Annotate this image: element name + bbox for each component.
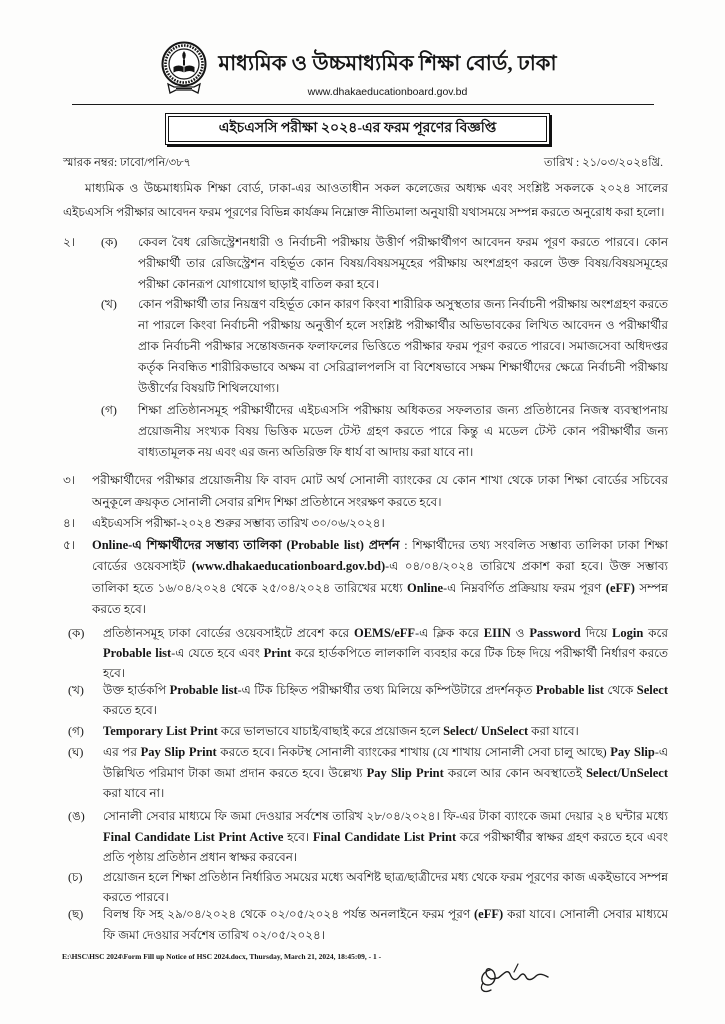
sub-item-label: (চ) bbox=[68, 870, 83, 884]
text-run: Login bbox=[612, 626, 644, 640]
text-run: করে হার্ডকপিতে লালকালি ব্যবহার করে টিক চিহ্ন দিয়ে পরীক্ষার্থী নির্ধারণ করতে হবে। bbox=[103, 646, 668, 680]
notice-title: এইচএসসি পরীক্ষা ২০২৪-এর ফরম পূরণের বিজ্ঞপ্তি bbox=[168, 116, 547, 142]
text-run: : শিক্ষার্থীদের তথ্য সংবলিত সম্ভাব্য তালিকা ঢাকা শিক্ষা বোর্ডের ওয়েবসাইট bbox=[92, 538, 668, 574]
text-run: Online bbox=[406, 580, 444, 595]
text-run: Final Candidate List Print Active bbox=[103, 829, 284, 844]
sub-item-label: (খ) bbox=[101, 297, 117, 311]
sub-item-text: শিক্ষা প্রতিষ্ঠানসমূহ পরীক্ষার্থীদের এইচএসসি পরীক্ষায় অধিকতর সফলতার জন্য প্রতিষ্ঠানের নিজস্ব ব্যবস্থাপনায় প্রয়োজনীয় সংখ্যক বিষয় ভিত্তিক মডেল টেস্ট গ্রহণ করতে পারে কিন্তু এ মডেল টেস্ট কোন পরীক্ষার্থীর জন্য বাধ্যতামূলক নয় এবং এর জন্য অতিরিক্ত ফি ধার্য বা আদায় করা যাবে না। bbox=[138, 403, 668, 459]
item-number: ৪। bbox=[63, 516, 76, 530]
text-run: -এ টিক চিহ্নিত পরীক্ষার্থীর তথ্য মিলিয়ে কম্পিউটারে প্রদর্শনকৃত bbox=[237, 683, 536, 697]
footer-file-info: E:\HSC\HSC 2024\Form Fill up Notice of HSC 2024.docx, Thursday, March 21, 2024, 18:45:09, - 1 - bbox=[62, 952, 382, 961]
text-run: (www.dhakaeducationboard.gov.bd) bbox=[191, 559, 386, 574]
board-website: www.dhakaeducationboard.gov.bd bbox=[307, 86, 468, 98]
text-run: বিলম্ব ফি সহ ২৯/০৪/২০২৪ থেকে ০২/০৫/২০২৪ পর্যন্ত অনলাইনে ফরম পূরণ bbox=[103, 907, 475, 921]
text-run: -এ যেতে হবে এবং bbox=[171, 646, 264, 660]
text-run: করা যাবে। bbox=[528, 724, 579, 738]
text-run: করে ভালভাবে যাচাই/বাছাই করে প্রয়োজন হলে bbox=[217, 724, 444, 738]
text-run: Select/UnSelect bbox=[586, 765, 668, 780]
text-run: OEMS/eFF bbox=[353, 626, 416, 640]
text-run: Select/ UnSelect bbox=[443, 724, 529, 738]
sub-item-text bbox=[103, 623, 668, 683]
text-run: Probable list bbox=[535, 683, 604, 697]
sub-item-text bbox=[103, 904, 668, 946]
text-run: -এ নিম্নবর্ণিত প্রক্রিয়ায় ফরম পূরণ bbox=[443, 580, 606, 595]
text-run: থেকে bbox=[603, 683, 637, 697]
notice-title-box bbox=[165, 113, 550, 145]
sub-item-label: (গ) bbox=[101, 403, 117, 417]
text-run: Pay Slip bbox=[610, 745, 655, 759]
sub-item-text: কেবল বৈধ রেজিস্ট্রেশনধারী ও নির্বাচনী পরীক্ষায় উত্তীর্ণ পরীক্ষার্থীগণ আবেদন ফরম পূরণ করতে পারবে। কোন পরীক্ষার্থী তার রেজিস্ট্রেশন বহির্ভূত কোন বিষয়/বিষয়সমূহের পরীক্ষায় অংশগ্রহণ করলে উক্ত বিষয়/বিষয়সমূহের পরীক্ষা কোনরূপ যোগাযোগ ছাড়াই বাতিল করা হবে। bbox=[138, 235, 668, 291]
text-run: করা যাবে। সোনালী সেবার মাধ্যমে ফি জমা দেওয়ার সর্বশেষ তারিখ ০২/০৫/২০২৪। bbox=[103, 907, 668, 942]
text-run: EIIN bbox=[483, 626, 511, 640]
text-run: -এ ক্লিক করে bbox=[415, 626, 484, 640]
text-run: প্রতিষ্ঠানসমূহ ঢাকা বোর্ডের ওয়েবসাইটে প্রবেশ করে bbox=[103, 626, 354, 640]
text-run: প্রয়োজন হলে শিক্ষা প্রতিষ্ঠান নির্ধারিত সময়ের মধ্যে অবশিষ্ট ছাত্র/ছাত্রীদের মধ্য থেকে ফরম পূরণের কাজ একইভাবে সম্পন্ন করতে পারবে। bbox=[103, 870, 668, 904]
item-number: ৫। bbox=[63, 538, 76, 552]
text-run: Probable list bbox=[103, 646, 172, 660]
text-run: Pay Slip Print bbox=[366, 765, 444, 780]
sub-item-label: (ক) bbox=[68, 626, 85, 640]
text-run: করা যাবে না। bbox=[103, 786, 165, 800]
sub-item-label: (ছ) bbox=[68, 907, 84, 921]
item-text: এইচএসসি পরীক্ষা-২০২৪ শুরুর সম্ভাব্য তারিখ ৩০/০৬/২০২৪। bbox=[92, 516, 385, 530]
text-run: (eFF) bbox=[605, 580, 635, 595]
sub-item-text bbox=[103, 742, 668, 804]
sub-item-text bbox=[103, 806, 668, 868]
item-text: পরীক্ষার্থীদের পরীক্ষার প্রয়োজনীয় ফি বাবদ মোট অর্থ সোনালী ব্যাংকের যে কোন শাখা থেকে ঢাকা শিক্ষা বোর্ডের সচিবের অনুকূলে ক্রয়কৃত সোনালী সেবার রশিদ শিক্ষা প্রতিষ্ঠানে সংরক্ষণ করতে হবে। bbox=[92, 473, 668, 509]
signature bbox=[474, 952, 558, 996]
text-run: Probable list bbox=[169, 683, 238, 697]
sub-item-text bbox=[103, 681, 668, 720]
board-title: মাধ্যমিক ও উচ্চমাধ্যমিক শিক্ষা বোর্ড, ঢাকা bbox=[218, 51, 557, 75]
item-text bbox=[92, 535, 668, 620]
text-run: করতে হবে। bbox=[103, 702, 157, 717]
text-run: এর পর bbox=[103, 745, 141, 759]
memo-date: তারিখ : ২১/০৩/২০২৪খ্রি. bbox=[544, 157, 663, 169]
text-run: করতে হবে। নিকটস্থ সোনালী ব্যাংকের শাখায় (যে শাখায় সোনালী সেবা চালু আছে) bbox=[216, 745, 611, 759]
sub-item-label: (ঙ) bbox=[68, 809, 85, 823]
text-run: Online-এ শিক্ষার্থীদের সম্ভাব্য তালিকা (Probable list) প্রদর্শন bbox=[92, 538, 400, 552]
sub-item-text bbox=[103, 867, 668, 907]
text-run: করলে আর কোন অবস্থাতেই bbox=[443, 765, 587, 780]
text-run: দিয়ে bbox=[580, 626, 613, 640]
item-number: ৩। bbox=[63, 473, 76, 487]
item-number: ২। bbox=[63, 235, 76, 249]
text-run: -এ ০৪/০৪/২০২৪ তারিখে প্রকাশ করা হবে। উক্ত সম্ভাব্য তালিকা হতে ১৬/০৪/২০২৪ থেকে ২৫/০৪/২০২৪ তারিখের মধ্যে bbox=[92, 559, 668, 595]
text-run: Temporary List Print bbox=[103, 724, 218, 738]
text-run: Select bbox=[636, 683, 669, 697]
sub-item-label: (গ) bbox=[68, 724, 84, 738]
sub-item-label: (খ) bbox=[68, 683, 84, 697]
text-run: Password bbox=[529, 626, 581, 640]
intro-paragraph: মাধ্যমিক ও উচ্চমাধ্যমিক শিক্ষা বোর্ড, ঢাকা-এর আওতাধীন সকল কলেজের অধ্যক্ষ এবং সংশ্লিষ্ট সকলকে ২০২৪ সালের এইচএসসি পরীক্ষার আবেদন ফরম পূরণের বিভিন্ন কার্যক্রম নিম্নোক্ত নীতিমালা অনুযায়ী যথাসময়ে সম্পন্ন করতে অনুরোধ করা হলো। bbox=[63, 181, 668, 219]
text-run: ও bbox=[510, 626, 530, 640]
sub-item-text: কোন পরীক্ষার্থী তার নিয়ন্ত্রণ বহির্ভূত কোন কারণ কিংবা শারীরিক অসুস্থতার জন্য নির্বাচনী পরীক্ষায় অংশগ্রহণ করতে না পারলে কিংবা নির্বাচনী পরীক্ষায় অনুত্তীর্ণ হলে সংশ্লিষ্ট পরীক্ষার্থীর অভিভাবকের লিখিত আবেদন ও পরীক্ষার্থীর প্রাক নির্বাচনী পরীক্ষার সন্তোষজনক ফলাফলের ভিত্তিতে পরীক্ষার ফরম পূরণ করতে পারবে। সমাজসেবা অধিদপ্তর কর্তৃক নিবন্ধিত শারীরিকভাবে অক্ষম বা সেরিব্রালপলসি বা বিশেষভাবে সক্ষম শিক্ষার্থীদের ক্ষেত্রে নির্বাচনী পরীক্ষায় উত্তীর্ণের বিষয়টি শিথিলযোগ্য। bbox=[138, 297, 668, 395]
text-run: সোনালী সেবার মাধ্যমে ফি জমা দেওয়ার সর্বশেষ তারিখ ২৮/০৪/২০২৪। ফি-এর টাকা ব্যাংকে জমা দেয়ার ২৪ ঘন্টার মধ্যে bbox=[103, 809, 668, 823]
sub-item-label: (ঘ) bbox=[68, 745, 84, 759]
text-run: Pay Slip Print bbox=[140, 745, 217, 759]
memo-number: স্মারক নম্বর: ঢাবো/পনি/৩৮৭ bbox=[63, 157, 192, 169]
text-run: Print bbox=[263, 646, 292, 660]
sub-item-label: (ক) bbox=[101, 235, 118, 249]
sub-item-text bbox=[103, 721, 668, 742]
header-divider bbox=[72, 104, 654, 105]
text-run: সম্পন্ন করতে হবে। bbox=[92, 580, 669, 616]
text-run: হবে। bbox=[283, 829, 313, 844]
text-run: -এ উল্লিখিত পরিমাণ টাকা জমা প্রদান করতে হবে। উল্লেখ্য bbox=[103, 745, 668, 780]
text-run: করে পরীক্ষার্থীর স্বাক্ষর গ্রহণ করতে হবে এবং প্রতি পৃষ্ঠায় প্রতিষ্ঠান প্রধান স্বাক্ষর করবেন। bbox=[103, 829, 668, 864]
text-run: উক্ত হার্ডকপি bbox=[103, 683, 170, 697]
text-run: করে bbox=[643, 626, 668, 640]
text-run: (eFF) bbox=[474, 907, 504, 921]
text-run: Final Candidate List Print bbox=[312, 829, 457, 844]
